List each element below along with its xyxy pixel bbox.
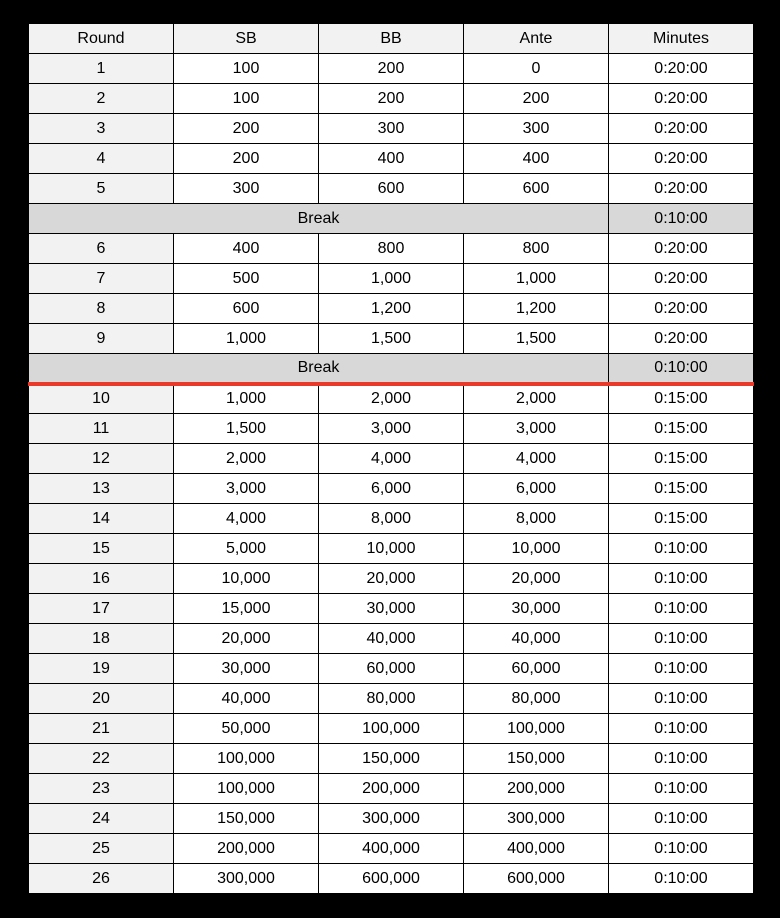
level-row [29,294,754,324]
minutes-cell: 0:20:00 [609,144,754,174]
minutes-cell: 0:10:00 [609,834,754,864]
bb-cell: 30,000 [319,594,464,624]
sb-cell: 40,000 [174,684,319,714]
bb-cell: 100,000 [319,714,464,744]
ante-cell: 3,000 [464,414,609,444]
ante-cell: 1,000 [464,264,609,294]
sb-cell: 100,000 [174,744,319,774]
break-label-cell: Break [29,354,609,384]
sb-cell: 50,000 [174,714,319,744]
ante-cell: 400,000 [464,834,609,864]
ante-cell: 800 [464,234,609,264]
round-cell: 5 [29,174,174,204]
round-cell: 18 [29,624,174,654]
sb-cell: 15,000 [174,594,319,624]
minutes-cell: 0:10:00 [609,624,754,654]
ante-cell: 600 [464,174,609,204]
minutes-cell: 0:15:00 [609,384,754,414]
table-header [29,24,754,54]
level-row [29,504,754,534]
ante-cell: 200 [464,84,609,114]
ante-cell: 200,000 [464,774,609,804]
level-row [29,144,754,174]
sb-cell: 200,000 [174,834,319,864]
sb-cell: 300 [174,174,319,204]
round-cell: 11 [29,414,174,444]
round-cell: 21 [29,714,174,744]
header-row [29,24,754,54]
bb-cell: 8,000 [319,504,464,534]
minutes-cell: 0:20:00 [609,264,754,294]
break-minutes-cell: 0:10:00 [609,204,754,234]
level-row [29,54,754,84]
round-cell: 12 [29,444,174,474]
level-row [29,864,754,894]
level-row [29,414,754,444]
bb-cell: 40,000 [319,624,464,654]
minutes-cell: 0:10:00 [609,594,754,624]
round-cell: 24 [29,804,174,834]
level-row [29,474,754,504]
minutes-cell: 0:10:00 [609,654,754,684]
bb-cell: 2,000 [319,384,464,414]
level-row [29,84,754,114]
minutes-cell: 0:10:00 [609,864,754,894]
round-cell: 16 [29,564,174,594]
column-header-sb: SB [174,24,319,54]
sb-cell: 20,000 [174,624,319,654]
sb-cell: 1,000 [174,324,319,354]
bb-cell: 3,000 [319,414,464,444]
minutes-cell: 0:20:00 [609,114,754,144]
sb-cell: 10,000 [174,564,319,594]
level-row [29,264,754,294]
level-row [29,114,754,144]
ante-cell: 30,000 [464,594,609,624]
ante-cell: 2,000 [464,384,609,414]
bb-cell: 4,000 [319,444,464,474]
bb-cell: 80,000 [319,684,464,714]
sb-cell: 200 [174,144,319,174]
round-cell: 20 [29,684,174,714]
minutes-cell: 0:10:00 [609,774,754,804]
level-row [29,174,754,204]
minutes-cell: 0:20:00 [609,174,754,204]
level-row [29,234,754,264]
ante-cell: 1,200 [464,294,609,324]
minutes-cell: 0:10:00 [609,684,754,714]
bb-cell: 200,000 [319,774,464,804]
level-row [29,594,754,624]
round-cell: 10 [29,384,174,414]
ante-cell: 40,000 [464,624,609,654]
sb-cell: 2,000 [174,444,319,474]
bb-cell: 300 [319,114,464,144]
minutes-cell: 0:15:00 [609,474,754,504]
level-row [29,684,754,714]
ante-cell: 0 [464,54,609,84]
level-row [29,534,754,564]
round-cell: 9 [29,324,174,354]
round-cell: 25 [29,834,174,864]
level-row [29,804,754,834]
round-cell: 2 [29,84,174,114]
minutes-cell: 0:10:00 [609,744,754,774]
minutes-cell: 0:20:00 [609,234,754,264]
sb-cell: 4,000 [174,504,319,534]
level-row [29,744,754,774]
bb-cell: 6,000 [319,474,464,504]
sb-cell: 400 [174,234,319,264]
sb-cell: 5,000 [174,534,319,564]
sb-cell: 200 [174,114,319,144]
round-cell: 26 [29,864,174,894]
bb-cell: 60,000 [319,654,464,684]
ante-cell: 6,000 [464,474,609,504]
round-cell: 22 [29,744,174,774]
level-row [29,384,754,414]
minutes-cell: 0:10:00 [609,534,754,564]
round-cell: 3 [29,114,174,144]
level-row [29,774,754,804]
ante-cell: 60,000 [464,654,609,684]
bb-cell: 600 [319,174,464,204]
ante-cell: 20,000 [464,564,609,594]
minutes-cell: 0:20:00 [609,324,754,354]
round-cell: 1 [29,54,174,84]
sb-cell: 100,000 [174,774,319,804]
ante-cell: 400 [464,144,609,174]
ante-cell: 10,000 [464,534,609,564]
bb-cell: 400 [319,144,464,174]
bb-cell: 200 [319,84,464,114]
minutes-cell: 0:15:00 [609,504,754,534]
bb-cell: 400,000 [319,834,464,864]
round-cell: 17 [29,594,174,624]
ante-cell: 1,500 [464,324,609,354]
sb-cell: 3,000 [174,474,319,504]
bb-cell: 10,000 [319,534,464,564]
round-cell: 23 [29,774,174,804]
level-row [29,714,754,744]
column-header-minutes: Minutes [609,24,754,54]
level-row [29,834,754,864]
sb-cell: 30,000 [174,654,319,684]
bb-cell: 1,000 [319,264,464,294]
round-cell: 13 [29,474,174,504]
sb-cell: 1,500 [174,414,319,444]
break-row [29,354,754,384]
level-row [29,564,754,594]
ante-cell: 100,000 [464,714,609,744]
ante-cell: 80,000 [464,684,609,714]
sb-cell: 100 [174,84,319,114]
minutes-cell: 0:10:00 [609,804,754,834]
table-body [29,54,754,894]
minutes-cell: 0:10:00 [609,564,754,594]
minutes-cell: 0:15:00 [609,444,754,474]
column-header-ante: Ante [464,24,609,54]
break-minutes-cell: 0:10:00 [609,354,754,384]
bb-cell: 20,000 [319,564,464,594]
bb-cell: 200 [319,54,464,84]
ante-cell: 300 [464,114,609,144]
level-row [29,324,754,354]
level-row [29,624,754,654]
break-row [29,204,754,234]
bb-cell: 1,200 [319,294,464,324]
ante-cell: 150,000 [464,744,609,774]
bb-cell: 800 [319,234,464,264]
sb-cell: 600 [174,294,319,324]
level-row [29,444,754,474]
sb-cell: 150,000 [174,804,319,834]
round-cell: 7 [29,264,174,294]
bb-cell: 1,500 [319,324,464,354]
round-cell: 6 [29,234,174,264]
ante-cell: 8,000 [464,504,609,534]
blind-structure-table [28,23,754,894]
level-row [29,654,754,684]
bb-cell: 600,000 [319,864,464,894]
minutes-cell: 0:20:00 [609,84,754,114]
ante-cell: 300,000 [464,804,609,834]
break-label-cell: Break [29,204,609,234]
sb-cell: 1,000 [174,384,319,414]
ante-cell: 600,000 [464,864,609,894]
column-header-bb: BB [319,24,464,54]
round-cell: 19 [29,654,174,684]
column-header-round: Round [29,24,174,54]
sb-cell: 300,000 [174,864,319,894]
bb-cell: 300,000 [319,804,464,834]
ante-cell: 4,000 [464,444,609,474]
minutes-cell: 0:15:00 [609,414,754,444]
round-cell: 4 [29,144,174,174]
bb-cell: 150,000 [319,744,464,774]
round-cell: 8 [29,294,174,324]
minutes-cell: 0:10:00 [609,714,754,744]
minutes-cell: 0:20:00 [609,54,754,84]
round-cell: 15 [29,534,174,564]
sb-cell: 500 [174,264,319,294]
minutes-cell: 0:20:00 [609,294,754,324]
sb-cell: 100 [174,54,319,84]
round-cell: 14 [29,504,174,534]
